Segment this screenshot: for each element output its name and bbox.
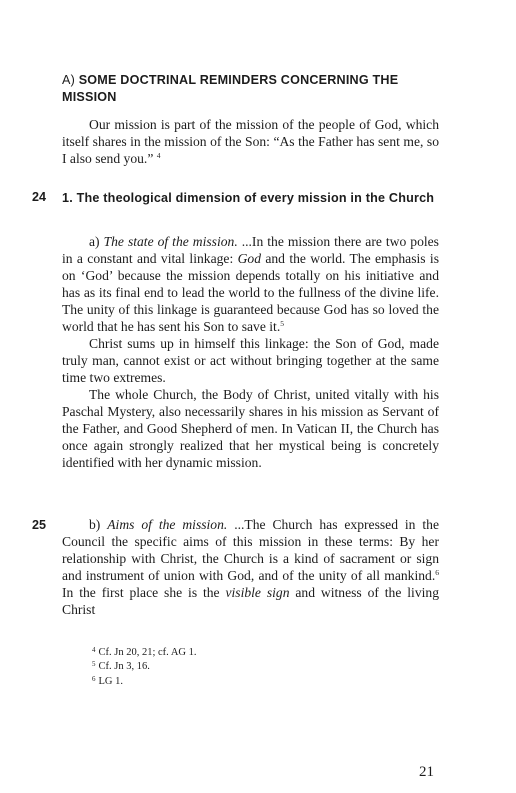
para-text: and witness of the living Christ xyxy=(62,585,439,617)
footnote-number: 5 xyxy=(92,660,96,668)
footnote-ref-5: 5 xyxy=(280,319,284,328)
section-a-label: A) xyxy=(62,73,75,87)
emphasis-god: God xyxy=(237,251,261,266)
paragraph-christ: Christ sums up in himself this linkage: the Son of God, made truly man, cannot exist or act without bringing together at the same time two extremes. xyxy=(62,336,439,385)
para-text: ...The Church has expressed in the Council the specific aims of this mission in these terms: By her relationship with Christ, the Church is a kind of sacrament or sign and instrument of union with God, and of the unity of all mankind. xyxy=(62,517,440,583)
intro-text: Our mission is part of the mission of the people of God, which itself shares in the mission of the Son: “As the Father has sent me, so I also send you.” xyxy=(62,117,439,166)
footnote-4 xyxy=(92,646,197,660)
para-label-a: a) xyxy=(89,234,100,249)
section-1-body xyxy=(62,233,439,471)
section-a-heading xyxy=(62,72,439,106)
margin-number-24: 24 xyxy=(32,190,47,204)
footnote-text: LG 1. xyxy=(98,676,123,687)
footnote-ref-4: 4 xyxy=(156,151,161,160)
footnote-number: 6 xyxy=(92,675,96,683)
footnote-number: 4 xyxy=(92,646,96,654)
para-heading-state: The state of the mission. xyxy=(103,234,238,249)
page-number: 21 xyxy=(419,764,434,780)
footnote-5 xyxy=(92,660,150,674)
section-1-heading: 1. The theological dimension of every mission in the Church xyxy=(62,191,435,205)
paragraph-church: The whole Church, the Body of Christ, united vitally with his Paschal Mystery, also necessarily shares in his mission as Servant of the Father, and Good Shepherd of men. In Vatican II, the Church has once again strongly realized that her mystical being is concretely identified with her dynamic mission. xyxy=(62,387,439,470)
margin-number-25: 25 xyxy=(32,518,47,532)
para-text: In the first place she is the xyxy=(62,585,226,600)
para-heading-aims: Aims of the mission. xyxy=(107,517,228,532)
para-label-b: b) xyxy=(89,517,101,532)
section-a-title: SOME DOCTRINAL REMINDERS CONCERNING THE MISSION xyxy=(62,73,399,104)
footnote-text: Cf. Jn 3, 16. xyxy=(98,661,150,672)
section-a-intro xyxy=(62,116,439,167)
paragraph-state-of-mission xyxy=(62,233,439,335)
para-text: ...In the mission there are two poles in a constant and vital linkage: xyxy=(62,234,439,266)
emphasis-visible-sign: visible sign xyxy=(225,585,290,600)
footnote-ref-6: 6 xyxy=(435,568,439,577)
para-text: and the world. The emphasis is on ‘God’ because the mission depends totally on his initiative and has as its final end to lead the world to the fullness of the divine life. The unity of this linkage is guaranteed because God has so loved the world that he has sent his Son to save it. xyxy=(62,251,439,334)
footnote-6 xyxy=(92,675,123,689)
paragraph-aims-of-mission xyxy=(62,516,439,618)
footnote-text: Cf. Jn 20, 21; cf. AG 1. xyxy=(98,647,197,658)
